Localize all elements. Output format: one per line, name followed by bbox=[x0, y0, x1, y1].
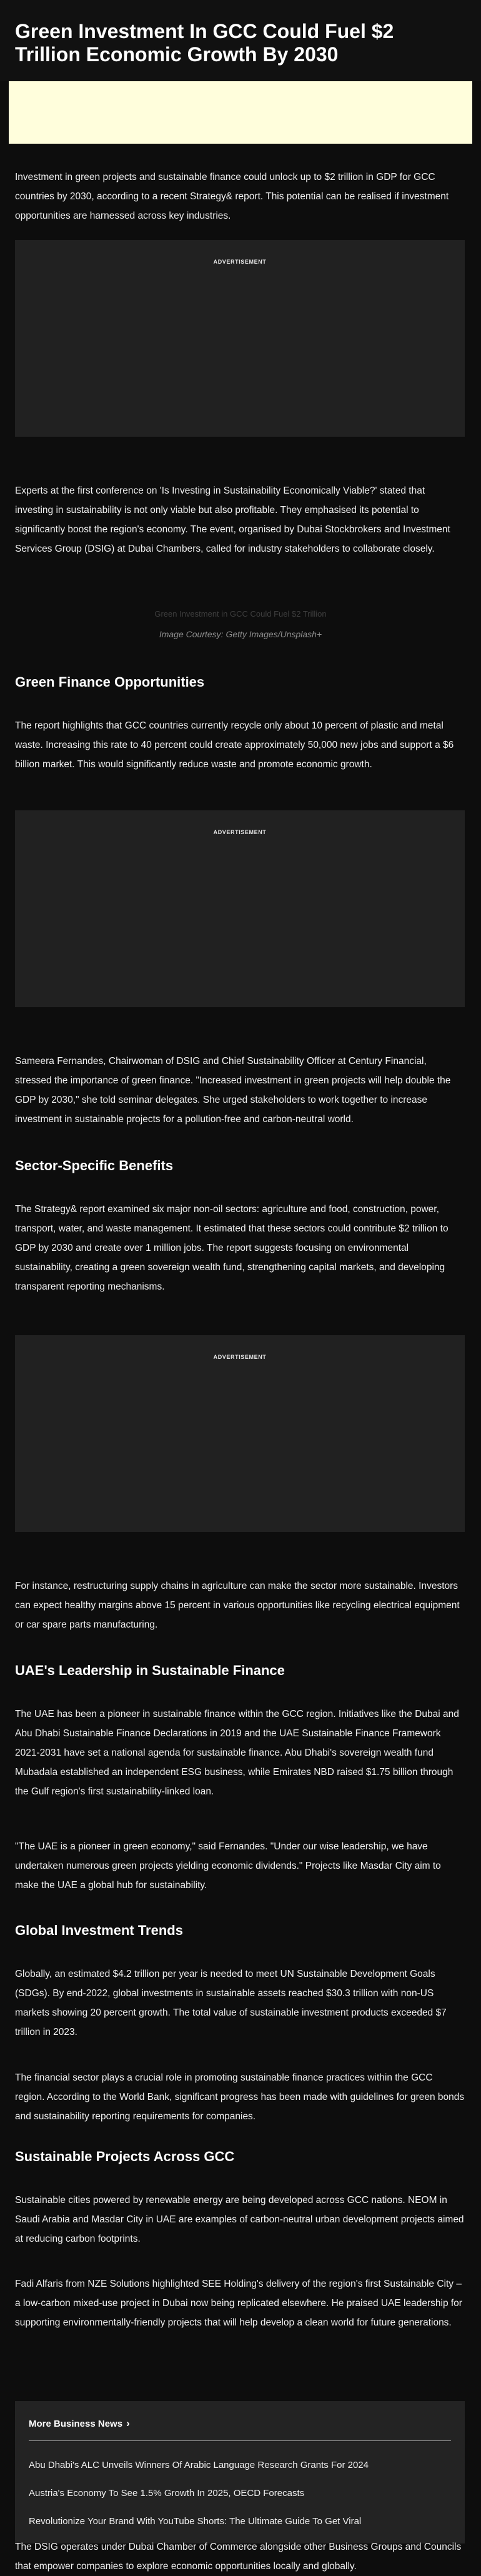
heading-green-finance: Green Finance Opportunities bbox=[15, 674, 205, 690]
image-caption: Image Courtesy: Getty Images/Unsplash+ bbox=[159, 629, 322, 639]
chevron-right-icon: › bbox=[126, 2417, 130, 2429]
closing-paragraph: The DSIG operates under Dubai Chamber of Commerce alongside other Business Groups and Councils that empower companies to explore economic opportunities locally and globally. bbox=[15, 2542, 462, 2572]
article-header bbox=[0, 0, 481, 81]
uae-paragraph-1: The UAE has been a pioneer in sustainable finance within the GCC region. Initiatives like the Dubai and Abu Dhabi Sustainable Finance Declarations in 2019 and the UAE Sustainable Finance Framework 2021-2031 have set a national agenda for sustainable finance. Abu Dhabi's sovereign wealth fund Mubadala established an independent ESG business, while Emirates NBD raised $1.75 billion through the Gulf region's first sustainability-linked loan. bbox=[15, 1709, 459, 1797]
uae-paragraph-2: "The UAE is a pioneer in green economy," said Fernandes. "Under our wise leadership, we have undertaken numerous green projects yielding economic dividends." Projects like Masdar City aim to make the UAE a global hub for sustainability. bbox=[15, 1841, 441, 1891]
advertisement-label: ADVERTISEMENT bbox=[213, 259, 267, 265]
global-paragraph-2: The financial sector plays a crucial role in promoting sustainable finance practices within the GCC region. According to the World Bank, significant progress has been made with guidelines for green bonds and sustainability reporting requirements for companies. bbox=[15, 2072, 465, 2122]
more-news-box bbox=[15, 2401, 465, 2544]
green-finance-paragraph-1: The report highlights that GCC countries currently recycle only about 10 percent of plastic and metal waste. Increasing this rate to 40 percent could create approximately 50,000 new jobs and support a $6 billion market. This would significantly reduce waste and promote economic growth. bbox=[15, 720, 454, 770]
news-link[interactable]: Revolutionize Your Brand With YouTube Shorts: The Ultimate Guide To Get Viral bbox=[29, 2516, 362, 2527]
heading-uae-leadership: UAE's Leadership in Sustainable Finance bbox=[15, 1663, 285, 1678]
news-link[interactable]: Austria's Economy To See 1.5% Growth In 2025, OECD Forecasts bbox=[29, 2488, 305, 2499]
sector-paragraph-2: For instance, restructuring supply chains in agriculture can make the sector more sustainable. Investors can expect healthy margins above 15 percent in various opportunities like recycling electrical equipment or car spare parts manufacturing. bbox=[15, 1581, 460, 1630]
heading-sustainable-projects: Sustainable Projects Across GCC bbox=[15, 2149, 235, 2164]
advertisement-slot-3[interactable] bbox=[15, 1335, 465, 1532]
banner-ad-slot[interactable] bbox=[9, 81, 472, 144]
more-news-divider bbox=[29, 2440, 451, 2441]
intro-paragraph: Investment in green projects and sustainable finance could unlock up to $2 trillion in GDP for GCC countries by 2030, according to a recent Strategy& report. This potential can be realised if investment opportunities are harnessed across key industries. bbox=[15, 172, 449, 221]
sector-paragraph-1: The Strategy& report examined six major non-oil sectors: agriculture and food, construction, power, transport, water, and waste management. It estimated that these sectors could contribute $2 trillion to GDP by 2030 and create over 1 million jobs. The report suggests focusing on environmental sustainability, creating a green sovereign wealth fund, strengthening capital markets, and developing transparent reporting mechanisms. bbox=[15, 1204, 449, 1292]
projects-paragraph-2: Fadi Alfaris from NZE Solutions highlighted SEE Holding's delivery of the region's first Sustainable City – a low-carbon mixed-use project in Dubai now being replicated elsewhere. He praised UAE leadership for supporting environmentally-friendly projects that will help develop a clean world for future generations. bbox=[15, 2279, 462, 2328]
article-image-alt-text: Green Investment in GCC Could Fuel $2 Trillion bbox=[154, 609, 327, 619]
heading-global-trends: Global Investment Trends bbox=[15, 1922, 183, 1938]
advertisement-label: ADVERTISEMENT bbox=[213, 1354, 267, 1360]
global-paragraph-1: Globally, an estimated $4.2 trillion per year is needed to meet UN Sustainable Development Goals (SDGs). By end-2022, global investments in sustainable assets reached $30.3 trillion with non-US markets showing 20 percent growth. The total value of sustainable investment products exceeded $7 trillion in 2023. bbox=[15, 1969, 447, 2037]
more-news-heading[interactable] bbox=[29, 2417, 130, 2430]
advertisement-slot-1[interactable] bbox=[15, 240, 465, 437]
projects-paragraph-1: Sustainable cities powered by renewable energy are being developed across GCC nations. NEOM in Saudi Arabia and Masdar City in UAE are examples of carbon-neutral urban development projects aimed at reducing carbon footprints. bbox=[15, 2195, 464, 2244]
green-finance-paragraph-2: Sameera Fernandes, Chairwoman of DSIG and Chief Sustainability Officer at Century Financial, stressed the importance of green finance. "Increased investment in green projects will help double the GDP by 2030," she told seminar delegates. She urged stakeholders to work together to increase investment in sustainable projects for a pollution-free and carbon-neutral world. bbox=[15, 1056, 451, 1125]
more-news-heading-label: More Business News bbox=[29, 2419, 123, 2429]
advertisement-label: ADVERTISEMENT bbox=[213, 829, 267, 835]
heading-sector-benefits: Sector-Specific Benefits bbox=[15, 1158, 174, 1173]
news-link[interactable]: Abu Dhabi's ALC Unveils Winners Of Arabic Language Research Grants For 2024 bbox=[29, 2460, 369, 2470]
article-title: Green Investment In GCC Could Fuel $2 Trillion Economic Growth By 2030 bbox=[15, 20, 394, 66]
advertisement-slot-2[interactable] bbox=[15, 810, 465, 1007]
conference-paragraph: Experts at the first conference on 'Is Investing in Sustainability Economically Viable?' stated that investing in sustainability is not only viable but also profitable. They emphasised its potential to significantly boost the region's economy. The event, organised by Dubai Stockbrokers and Investment Services Group (DSIG) at Dubai Chambers, called for industry stakeholders to collaborate closely. bbox=[15, 485, 450, 554]
